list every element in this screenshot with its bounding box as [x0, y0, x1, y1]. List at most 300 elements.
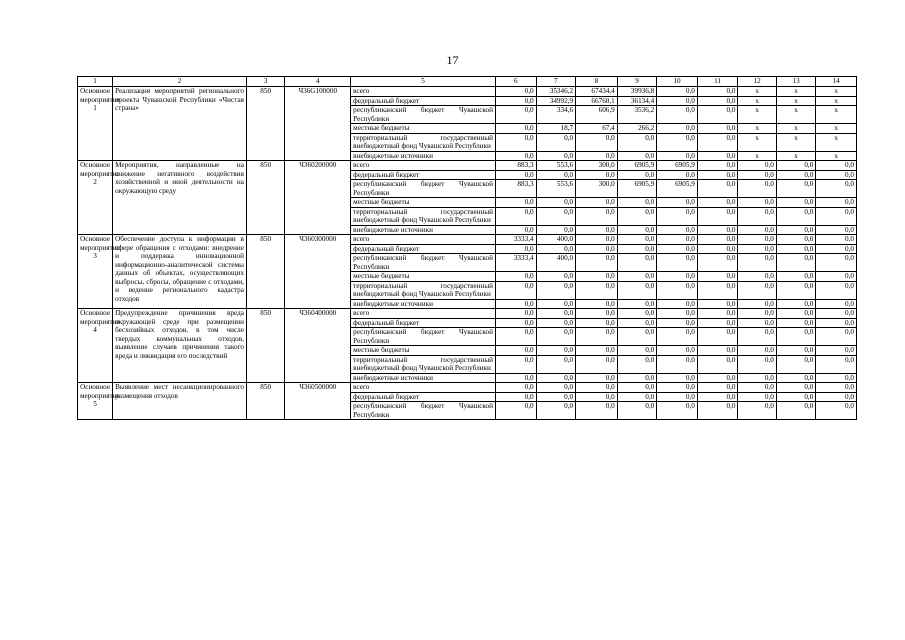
value-cell: 0,0: [697, 198, 738, 208]
value-cell: 334,6: [536, 106, 575, 124]
funding-source-cell: внебюджетные источники: [351, 225, 496, 235]
value-cell: 400,0: [536, 235, 575, 245]
value-cell: 0,0: [738, 355, 776, 373]
event-name-cell: Основное мероприятие 2: [78, 161, 113, 235]
value-cell: 0,0: [776, 225, 815, 235]
value-cell: 0,0: [657, 299, 698, 309]
value-cell: 0,0: [816, 254, 857, 272]
value-cell: 0,0: [617, 272, 656, 282]
table-row: [78, 383, 857, 393]
value-cell: 0,0: [496, 170, 537, 180]
value-cell: 0,0: [617, 392, 656, 402]
value-cell: 0,0: [576, 244, 618, 254]
value-cell: 0,0: [496, 106, 537, 124]
value-cell: 0,0: [657, 124, 698, 134]
value-cell: 0,0: [697, 383, 738, 393]
value-cell: 0,0: [657, 328, 698, 346]
value-cell: 0,0: [657, 244, 698, 254]
grbs-code-cell: 850: [246, 235, 284, 309]
value-cell: 0,0: [576, 198, 618, 208]
budget-code-cell: Ч360400000: [285, 309, 351, 383]
value-cell: 3333,4: [496, 235, 537, 245]
value-cell: 36134,4: [617, 96, 656, 106]
value-cell: 0,0: [738, 328, 776, 346]
value-cell: 0,0: [738, 392, 776, 402]
value-cell: 34992,9: [536, 96, 575, 106]
value-cell: 0,0: [617, 383, 656, 393]
value-cell: 0,0: [657, 346, 698, 356]
value-cell: 0,0: [536, 272, 575, 282]
value-cell: 0,0: [816, 402, 857, 420]
funding-source-cell: всего: [351, 309, 496, 319]
column-header: 3: [246, 77, 284, 87]
event-description-cell: Предупреждение причинения вреда окружающей среде при размещении бесхозяйных отходов, в том числе твердых коммунальных отходов, выявление случаев причинения такого вреда и ликвидация его последствий: [113, 309, 247, 383]
funding-source-cell: внебюджетные источники: [351, 151, 496, 161]
value-cell: 0,0: [576, 355, 618, 373]
value-cell: 0,0: [657, 225, 698, 235]
value-cell: 0,0: [657, 254, 698, 272]
column-header: 6: [496, 77, 537, 87]
value-cell: 0,0: [617, 225, 656, 235]
value-cell: 0,0: [536, 328, 575, 346]
value-cell: 39936,8: [617, 87, 656, 97]
value-cell: 0,0: [496, 124, 537, 134]
value-cell: 0,0: [738, 281, 776, 299]
value-cell: 0,0: [496, 151, 537, 161]
value-cell: 0,0: [816, 198, 857, 208]
value-cell: x: [816, 133, 857, 151]
value-cell: x: [738, 106, 776, 124]
value-cell: 0,0: [816, 318, 857, 328]
value-cell: 0,0: [657, 133, 698, 151]
value-cell: x: [776, 124, 815, 134]
value-cell: 0,0: [576, 402, 618, 420]
value-cell: 0,0: [496, 346, 537, 356]
column-header: 13: [776, 77, 815, 87]
column-header: 11: [697, 77, 738, 87]
value-cell: 0,0: [536, 355, 575, 373]
value-cell: 6905,9: [617, 161, 656, 171]
value-cell: 0,0: [776, 207, 815, 225]
value-cell: 0,0: [576, 151, 618, 161]
funding-source-cell: федеральный бюджет: [351, 96, 496, 106]
value-cell: 0,0: [697, 299, 738, 309]
value-cell: 0,0: [738, 207, 776, 225]
value-cell: 0,0: [776, 402, 815, 420]
column-header: 5: [351, 77, 496, 87]
value-cell: 0,0: [776, 170, 815, 180]
value-cell: 0,0: [496, 402, 537, 420]
value-cell: 0,0: [697, 225, 738, 235]
value-cell: 553,6: [536, 180, 575, 198]
value-cell: x: [738, 133, 776, 151]
value-cell: 0,0: [697, 180, 738, 198]
value-cell: 0,0: [816, 299, 857, 309]
value-cell: 0,0: [657, 96, 698, 106]
value-cell: 0,0: [496, 299, 537, 309]
value-cell: 300,0: [576, 180, 618, 198]
value-cell: 0,0: [816, 170, 857, 180]
value-cell: x: [738, 151, 776, 161]
value-cell: 0,0: [617, 170, 656, 180]
value-cell: 0,0: [697, 96, 738, 106]
value-cell: 0,0: [496, 225, 537, 235]
value-cell: 0,0: [536, 151, 575, 161]
value-cell: 0,0: [738, 373, 776, 383]
value-cell: 553,6: [536, 161, 575, 171]
value-cell: x: [776, 106, 815, 124]
value-cell: 0,0: [576, 170, 618, 180]
value-cell: x: [816, 96, 857, 106]
value-cell: 0,0: [776, 272, 815, 282]
value-cell: 67,4: [576, 124, 618, 134]
funding-source-cell: республиканский бюджет Чувашской Республики: [351, 402, 496, 420]
value-cell: 0,0: [617, 244, 656, 254]
funding-source-cell: республиканский бюджет Чувашской Республики: [351, 180, 496, 198]
budget-code-cell: Ч360300000: [285, 235, 351, 309]
value-cell: 6905,9: [657, 161, 698, 171]
funding-source-cell: внебюджетные источники: [351, 299, 496, 309]
column-header: 10: [657, 77, 698, 87]
event-description-cell: Обеспечение доступа к информации в сфере обращения с отходами: внедрение и поддержка инновационной информационно-аналитической системы данных об объектах, осуществляющих выбросы, сбросы, обращение с отходами, и ведение регионального кадастра отходов: [113, 235, 247, 309]
value-cell: 0,0: [697, 272, 738, 282]
value-cell: 0,0: [576, 272, 618, 282]
value-cell: 6905,9: [617, 180, 656, 198]
event-description-cell: Мероприятия, направленные на снижение негативного воздействия хозяйственной и иной деятельности на окружающую среду: [113, 161, 247, 235]
funding-source-cell: республиканский бюджет Чувашской Республики: [351, 106, 496, 124]
funding-source-cell: территориальный государственный внебюджетный фонд Чувашской Республики: [351, 133, 496, 151]
value-cell: 0,0: [816, 373, 857, 383]
value-cell: 0,0: [496, 355, 537, 373]
value-cell: 0,0: [657, 87, 698, 97]
value-cell: 0,0: [697, 87, 738, 97]
column-header: 9: [617, 77, 656, 87]
value-cell: 0,0: [697, 170, 738, 180]
value-cell: 0,0: [536, 346, 575, 356]
table-row: [78, 87, 857, 97]
value-cell: 400,0: [536, 254, 575, 272]
value-cell: 0,0: [738, 309, 776, 319]
value-cell: 0,0: [617, 309, 656, 319]
value-cell: 0,0: [738, 299, 776, 309]
value-cell: 0,0: [576, 207, 618, 225]
value-cell: 0,0: [776, 346, 815, 356]
value-cell: 0,0: [816, 180, 857, 198]
grbs-code-cell: 850: [246, 87, 284, 161]
budget-code-cell: Ч36G100000: [285, 87, 351, 161]
value-cell: 0,0: [816, 235, 857, 245]
value-cell: 0,0: [536, 198, 575, 208]
value-cell: 0,0: [816, 272, 857, 282]
value-cell: 0,0: [776, 161, 815, 171]
column-header: 12: [738, 77, 776, 87]
value-cell: 0,0: [776, 373, 815, 383]
funding-source-cell: всего: [351, 383, 496, 393]
column-header: 14: [816, 77, 857, 87]
value-cell: 0,0: [496, 281, 537, 299]
value-cell: 0,0: [496, 87, 537, 97]
funding-source-cell: федеральный бюджет: [351, 392, 496, 402]
value-cell: 0,0: [536, 225, 575, 235]
value-cell: 0,0: [776, 299, 815, 309]
value-cell: 0,0: [816, 225, 857, 235]
value-cell: 0,0: [496, 198, 537, 208]
value-cell: 0,0: [738, 318, 776, 328]
value-cell: 0,0: [776, 281, 815, 299]
value-cell: 0,0: [657, 392, 698, 402]
value-cell: x: [738, 87, 776, 97]
value-cell: 0,0: [697, 151, 738, 161]
value-cell: 0,0: [536, 402, 575, 420]
value-cell: 0,0: [496, 133, 537, 151]
grbs-code-cell: 850: [246, 383, 284, 420]
value-cell: 0,0: [617, 299, 656, 309]
value-cell: 0,0: [657, 373, 698, 383]
value-cell: 0,0: [697, 328, 738, 346]
value-cell: 0,0: [657, 198, 698, 208]
value-cell: x: [738, 96, 776, 106]
value-cell: 0,0: [776, 383, 815, 393]
value-cell: 0,0: [776, 309, 815, 319]
value-cell: 0,0: [697, 106, 738, 124]
value-cell: 0,0: [816, 392, 857, 402]
value-cell: 0,0: [496, 96, 537, 106]
value-cell: 0,0: [496, 244, 537, 254]
value-cell: 0,0: [738, 383, 776, 393]
value-cell: 0,0: [657, 272, 698, 282]
value-cell: 0,0: [617, 355, 656, 373]
table-row: [78, 235, 857, 245]
value-cell: x: [816, 87, 857, 97]
column-header: 7: [536, 77, 575, 87]
value-cell: 0,0: [738, 235, 776, 245]
value-cell: 0,0: [776, 318, 815, 328]
value-cell: 0,0: [496, 383, 537, 393]
value-cell: x: [776, 87, 815, 97]
event-description-cell: Выявление мест несанкционированного размещения отходов: [113, 383, 247, 420]
value-cell: 0,0: [496, 309, 537, 319]
value-cell: 0,0: [536, 244, 575, 254]
value-cell: 0,0: [657, 309, 698, 319]
column-header: 8: [576, 77, 618, 87]
value-cell: 0,0: [536, 170, 575, 180]
grbs-code-cell: 850: [246, 161, 284, 235]
value-cell: 0,0: [697, 124, 738, 134]
table-row: [78, 161, 857, 171]
value-cell: 0,0: [576, 318, 618, 328]
funding-source-cell: местные бюджеты: [351, 198, 496, 208]
funding-source-cell: федеральный бюджет: [351, 244, 496, 254]
value-cell: 0,0: [617, 207, 656, 225]
value-cell: 0,0: [738, 346, 776, 356]
value-cell: 0,0: [816, 346, 857, 356]
value-cell: 0,0: [738, 254, 776, 272]
value-cell: 883,3: [496, 180, 537, 198]
value-cell: 0,0: [657, 235, 698, 245]
value-cell: 0,0: [738, 272, 776, 282]
funding-source-cell: федеральный бюджет: [351, 318, 496, 328]
value-cell: x: [816, 106, 857, 124]
value-cell: 0,0: [617, 151, 656, 161]
event-name-cell: Основное мероприятие 3: [78, 235, 113, 309]
value-cell: 0,0: [657, 207, 698, 225]
value-cell: 0,0: [776, 180, 815, 198]
value-cell: 0,0: [697, 235, 738, 245]
value-cell: 0,0: [776, 198, 815, 208]
value-cell: 18,7: [536, 124, 575, 134]
value-cell: 3333,4: [496, 254, 537, 272]
value-cell: 606,9: [576, 106, 618, 124]
event-name-cell: Основное мероприятие 1: [78, 87, 113, 161]
funding-source-cell: местные бюджеты: [351, 124, 496, 134]
value-cell: 0,0: [536, 383, 575, 393]
value-cell: 0,0: [576, 392, 618, 402]
funding-source-cell: всего: [351, 235, 496, 245]
value-cell: 0,0: [617, 235, 656, 245]
value-cell: 0,0: [496, 373, 537, 383]
value-cell: 0,0: [576, 383, 618, 393]
value-cell: 0,0: [536, 207, 575, 225]
funding-source-cell: всего: [351, 161, 496, 171]
value-cell: 0,0: [697, 244, 738, 254]
value-cell: x: [816, 124, 857, 134]
value-cell: 0,0: [576, 281, 618, 299]
value-cell: 0,0: [617, 254, 656, 272]
value-cell: 0,0: [816, 281, 857, 299]
grbs-code-cell: 850: [246, 309, 284, 383]
value-cell: 0,0: [816, 383, 857, 393]
funding-source-cell: всего: [351, 87, 496, 97]
value-cell: 0,0: [496, 207, 537, 225]
page-number: 17: [446, 53, 459, 67]
value-cell: 0,0: [536, 373, 575, 383]
value-cell: 0,0: [697, 392, 738, 402]
value-cell: 0,0: [697, 346, 738, 356]
value-cell: 0,0: [657, 106, 698, 124]
event-name-cell: Основное мероприятие 5: [78, 383, 113, 420]
value-cell: 0,0: [496, 318, 537, 328]
value-cell: 0,0: [536, 392, 575, 402]
value-cell: 0,0: [617, 318, 656, 328]
value-cell: 266,2: [617, 124, 656, 134]
value-cell: 0,0: [496, 392, 537, 402]
value-cell: 0,0: [816, 207, 857, 225]
value-cell: x: [816, 151, 857, 161]
funding-source-cell: местные бюджеты: [351, 272, 496, 282]
value-cell: 0,0: [738, 180, 776, 198]
value-cell: 0,0: [576, 235, 618, 245]
value-cell: 0,0: [536, 309, 575, 319]
value-cell: 0,0: [657, 170, 698, 180]
event-name-cell: Основное мероприятие 4: [78, 309, 113, 383]
funding-source-cell: федеральный бюджет: [351, 170, 496, 180]
table-row: [78, 309, 857, 319]
value-cell: 0,0: [536, 299, 575, 309]
value-cell: 0,0: [697, 133, 738, 151]
value-cell: 0,0: [617, 402, 656, 420]
event-description-cell: Реализация мероприятий регионального проекта Чувашской Республики «Чистая страна»: [113, 87, 247, 161]
value-cell: 0,0: [576, 133, 618, 151]
value-cell: 0,0: [576, 254, 618, 272]
value-cell: 0,0: [576, 373, 618, 383]
value-cell: 0,0: [697, 402, 738, 420]
value-cell: 0,0: [738, 170, 776, 180]
value-cell: 0,0: [657, 402, 698, 420]
value-cell: 883,3: [496, 161, 537, 171]
value-cell: 0,0: [576, 328, 618, 346]
value-cell: 0,0: [738, 161, 776, 171]
funding-source-cell: территориальный государственный внебюджетный фонд Чувашской Республики: [351, 207, 496, 225]
value-cell: 0,0: [697, 318, 738, 328]
value-cell: 0,0: [738, 402, 776, 420]
funding-source-cell: территориальный государственный внебюджетный фонд Чувашской Республики: [351, 281, 496, 299]
value-cell: 0,0: [697, 373, 738, 383]
value-cell: 0,0: [738, 198, 776, 208]
value-cell: x: [776, 96, 815, 106]
value-cell: 0,0: [496, 272, 537, 282]
value-cell: 0,0: [697, 254, 738, 272]
value-cell: 0,0: [776, 328, 815, 346]
value-cell: 0,0: [776, 254, 815, 272]
value-cell: 0,0: [657, 383, 698, 393]
value-cell: 0,0: [617, 328, 656, 346]
value-cell: 0,0: [738, 244, 776, 254]
budget-code-cell: Ч360500000: [285, 383, 351, 420]
value-cell: 0,0: [536, 281, 575, 299]
funding-source-cell: местные бюджеты: [351, 346, 496, 356]
value-cell: 0,0: [657, 318, 698, 328]
value-cell: 0,0: [776, 235, 815, 245]
funding-source-cell: внебюджетные источники: [351, 373, 496, 383]
value-cell: 0,0: [576, 346, 618, 356]
value-cell: 35346,2: [536, 87, 575, 97]
value-cell: 0,0: [617, 198, 656, 208]
column-header: 1: [78, 77, 113, 87]
value-cell: 0,0: [816, 244, 857, 254]
value-cell: 0,0: [816, 328, 857, 346]
value-cell: 0,0: [617, 133, 656, 151]
value-cell: 0,0: [776, 392, 815, 402]
value-cell: 0,0: [536, 318, 575, 328]
value-cell: 0,0: [776, 355, 815, 373]
value-cell: 0,0: [576, 225, 618, 235]
header-row: [78, 77, 857, 87]
value-cell: 0,0: [776, 244, 815, 254]
value-cell: 66760,1: [576, 96, 618, 106]
value-cell: 3536,2: [617, 106, 656, 124]
value-cell: x: [776, 133, 815, 151]
value-cell: 6905,9: [657, 180, 698, 198]
value-cell: 0,0: [496, 328, 537, 346]
value-cell: 0,0: [576, 309, 618, 319]
funding-source-cell: республиканский бюджет Чувашской Республики: [351, 254, 496, 272]
column-header: 2: [113, 77, 247, 87]
value-cell: 0,0: [697, 207, 738, 225]
value-cell: 0,0: [697, 355, 738, 373]
value-cell: x: [776, 151, 815, 161]
value-cell: 0,0: [738, 225, 776, 235]
value-cell: 0,0: [576, 299, 618, 309]
value-cell: 0,0: [657, 355, 698, 373]
value-cell: 0,0: [617, 346, 656, 356]
funding-source-cell: республиканский бюджет Чувашской Республики: [351, 328, 496, 346]
value-cell: 0,0: [697, 161, 738, 171]
value-cell: 0,0: [617, 373, 656, 383]
value-cell: 0,0: [536, 133, 575, 151]
value-cell: 0,0: [816, 161, 857, 171]
value-cell: 0,0: [697, 309, 738, 319]
value-cell: 0,0: [617, 281, 656, 299]
